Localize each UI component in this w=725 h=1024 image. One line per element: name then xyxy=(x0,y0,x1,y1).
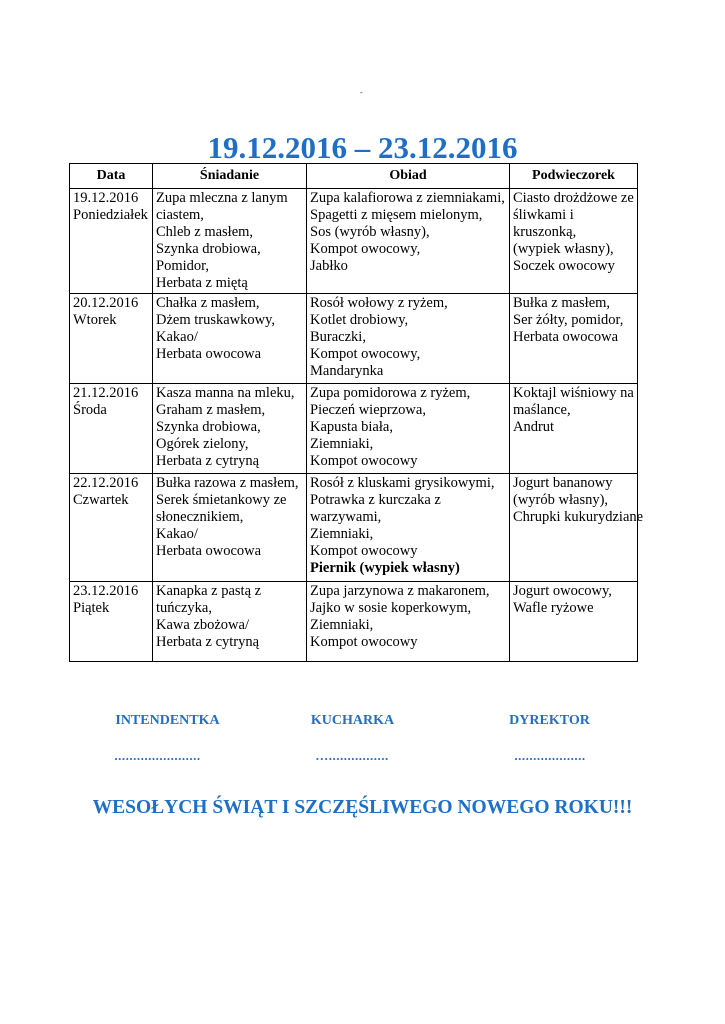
menu-item: Zupa pomidorowa z ryżem, xyxy=(310,385,471,401)
header-lunch: Obiad xyxy=(307,164,510,189)
menu-item: Chrupki kukurydziane xyxy=(513,509,644,525)
menu-item: Kawa zbożowa/ xyxy=(156,617,249,633)
menu-item: 21.12.2016 xyxy=(73,385,139,401)
menu-item: Serek śmietankowy ze słonecznikiem, xyxy=(156,492,287,525)
cell-date xyxy=(70,189,153,294)
cell-lunch xyxy=(307,582,510,662)
menu-item: Mandarynka xyxy=(310,363,384,379)
menu-item: Ziemniaki, xyxy=(310,617,374,633)
menu-item: Kapusta biała, xyxy=(310,419,393,435)
menu-item: Chleb z masłem, xyxy=(156,224,254,240)
menu-item: (wypiek własny), xyxy=(513,241,614,257)
menu-item: Zupa jarzynowa z makaronem, xyxy=(310,583,490,599)
cell-snack xyxy=(510,189,638,294)
table-row xyxy=(70,189,638,294)
signature-line-kucharka: …................ xyxy=(315,748,389,763)
cell-breakfast xyxy=(153,189,307,294)
menu-item: Rosół z kluskami grysikowymi, xyxy=(310,475,495,491)
cell-date xyxy=(70,384,153,474)
menu-item: Wtorek xyxy=(73,312,117,328)
menu-item: Herbata z cytryną xyxy=(156,634,260,650)
menu-item: (wyrób własny), xyxy=(513,492,609,508)
menu-item: Kompot owocowy xyxy=(310,634,418,650)
menu-item: Bułka razowa z masłem, xyxy=(156,475,299,491)
cell-breakfast xyxy=(153,474,307,582)
menu-item: Ziemniaki, xyxy=(310,436,374,452)
cell-lunch xyxy=(307,189,510,294)
table-header-row xyxy=(70,164,638,189)
signature-line-intendentka: ....................... xyxy=(114,748,201,763)
menu-item: Chałka z masłem, xyxy=(156,295,260,311)
menu-item: Sos (wyrób własny), xyxy=(310,224,430,240)
cell-lunch xyxy=(307,474,510,582)
menu-item: Jajko w sosie koperkowym, xyxy=(310,600,472,616)
menu-item: Kompot owocowy xyxy=(310,453,418,469)
menu-item: Kotlet drobiowy, xyxy=(310,312,409,328)
cell-breakfast xyxy=(153,582,307,662)
menu-item: Kompot owocowy, xyxy=(310,241,421,257)
table-row xyxy=(70,294,638,384)
menu-item: Soczek owocowy xyxy=(513,258,615,274)
menu-item: Jogurt bananowy xyxy=(513,475,613,491)
cell-breakfast xyxy=(153,294,307,384)
menu-item: 22.12.2016 xyxy=(73,475,139,491)
page-title: 19.12.2016 – 23.12.2016 xyxy=(207,130,518,165)
top-mark: - xyxy=(360,88,363,97)
table-row xyxy=(70,474,638,582)
cell-date xyxy=(70,582,153,662)
menu-item: Potrawka z kurczaka z warzywami, xyxy=(310,492,441,525)
menu-item: Zupa mleczna z lanym ciastem, xyxy=(156,190,288,223)
menu-item: Poniedziałek xyxy=(73,207,148,223)
menu-item: Rosół wołowy z ryżem, xyxy=(310,295,448,311)
menu-item: Kompot owocowy, xyxy=(310,346,421,362)
menu-item: Graham z masłem, xyxy=(156,402,266,418)
header-breakfast: Śniadanie xyxy=(153,164,307,189)
cell-date xyxy=(70,474,153,582)
menu-item: Herbata z cytryną xyxy=(156,453,260,469)
holiday-wishes: WESOŁYCH ŚWIĄT I SZCZĘŚLIWEGO NOWEGO ROKU!!! xyxy=(92,797,633,818)
menu-item: Ziemniaki, xyxy=(310,526,374,542)
signature-label-intendentka: INTENDENTKA xyxy=(115,713,220,728)
menu-item: 19.12.2016 xyxy=(73,190,139,206)
signature-label-dyrektor: DYREKTOR xyxy=(509,713,590,728)
signature-label-kucharka: KUCHARKA xyxy=(310,713,395,728)
table-row xyxy=(70,582,638,662)
menu-item: 23.12.2016 xyxy=(73,583,139,599)
cell-lunch xyxy=(307,384,510,474)
menu-item: Herbata owocowa xyxy=(156,543,262,559)
menu-item: Szynka drobiowa, xyxy=(156,419,261,435)
menu-item: Pomidor, xyxy=(156,258,209,274)
menu-item: Herbata owocowa xyxy=(513,329,619,345)
menu-item: Kanapka z pastą z tuńczyka, xyxy=(156,583,262,616)
menu-item: Szynka drobiowa, xyxy=(156,241,261,257)
menu-item: Kompot owocowy xyxy=(310,543,418,559)
menu-item: Jogurt owocowy, xyxy=(513,583,612,599)
cell-snack xyxy=(510,582,638,662)
menu-item: Jabłko xyxy=(310,258,348,274)
menu-item-highlight: Piernik (wypiek własny) xyxy=(310,560,460,576)
menu-item: 20.12.2016 xyxy=(73,295,139,311)
menu-item: Ser żółty, pomidor, xyxy=(513,312,624,328)
table-row xyxy=(70,384,638,474)
menu-item: Andrut xyxy=(513,419,555,435)
cell-snack xyxy=(510,474,644,582)
menu-item: Spagetti z mięsem mielonym, xyxy=(310,207,483,223)
header-date: Data xyxy=(70,164,153,189)
cell-snack xyxy=(510,294,638,384)
menu-item: Ogórek zielony, xyxy=(156,436,249,452)
menu-item: Środa xyxy=(73,402,107,418)
menu-item: Kasza manna na mleku, xyxy=(156,385,295,401)
cell-snack xyxy=(510,384,638,474)
menu-item: Ciasto drożdżowe ze śliwkami i kruszonką, xyxy=(513,190,634,240)
menu-item: Dżem truskawkowy, xyxy=(156,312,276,328)
menu-item: Kakao/ xyxy=(156,329,198,345)
menu-item: Kakao/ xyxy=(156,526,198,542)
signature-line-dyrektor: ................... xyxy=(514,748,586,763)
menu-item: Herbata owocowa xyxy=(156,346,262,362)
cell-breakfast xyxy=(153,384,307,474)
menu-item: Buraczki, xyxy=(310,329,366,345)
menu-item: Koktajl wiśniowy na maślance, xyxy=(513,385,634,418)
menu-item: Czwartek xyxy=(73,492,129,508)
menu-item: Herbata z miętą xyxy=(156,275,248,291)
menu-item: Pieczeń wieprzowa, xyxy=(310,402,426,418)
cell-lunch xyxy=(307,294,510,384)
menu-item: Piątek xyxy=(73,600,110,616)
menu-table xyxy=(69,163,644,662)
header-snack: Podwieczorek xyxy=(510,164,638,189)
cell-date xyxy=(70,294,153,384)
menu-item: Bułka z masłem, xyxy=(513,295,611,311)
menu-item: Zupa kalafiorowa z ziemniakami, xyxy=(310,190,505,206)
menu-item: Wafle ryżowe xyxy=(513,600,594,616)
